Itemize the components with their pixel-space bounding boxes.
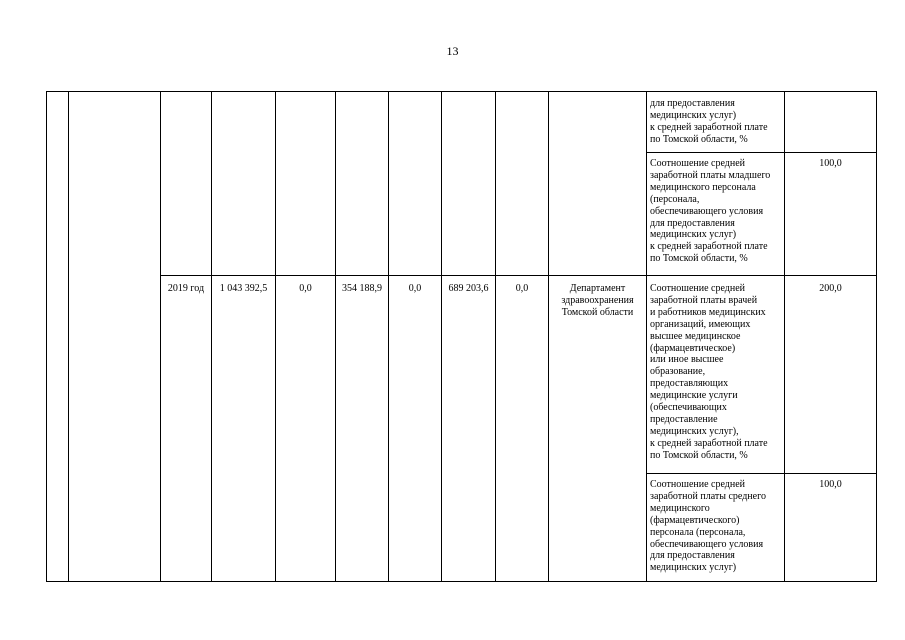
amount-cell: 0,0 [515, 283, 529, 294]
year-cell: 2019 год [167, 283, 205, 294]
table-border [646, 152, 877, 153]
indicator-cell: для предоставления медицинских услуг) к средней заработной плате по Томской области, % [650, 98, 768, 145]
table-border [46, 91, 877, 92]
amount-cell: 354 188,9 [342, 283, 382, 294]
table-border [46, 91, 47, 582]
table-border [335, 91, 336, 582]
indicator-cell: Соотношение средней заработной платы врачей и работников медицинских организаций, имеющих высшее медицинское (фармацевтическое) или иное высшее образование, предоставляющих медицинские услуги (обеспечивающих предоставление медицинских услуг), к средней заработной плате по Томской области, % [650, 283, 768, 461]
department-cell: Департамент здравоохранения Томской области [561, 283, 634, 318]
table-border [160, 275, 877, 276]
table-border [495, 91, 496, 582]
value-cell: 200,0 [819, 283, 842, 294]
page-number: 13 [446, 44, 459, 58]
amount-cell: 0,0 [299, 283, 312, 294]
table-border [211, 91, 212, 582]
table-border [441, 91, 442, 582]
table-border [548, 91, 549, 582]
table-border [68, 91, 69, 582]
total-cell: 1 043 392,5 [219, 283, 268, 294]
table-border [646, 91, 647, 582]
table-border [646, 473, 877, 474]
indicator-cell: Соотношение средней заработной платы младшего медицинского персонала (персонала, обеспечивающего условия для предоставления медицинских услуг) к средней заработной плате по Томской области, % [650, 158, 771, 265]
amount-cell: 689 203,6 [448, 283, 489, 294]
table-border [388, 91, 389, 582]
indicator-cell: Соотношение средней заработной платы среднего медицинского (фармацевтического) персонала (персонала, обеспечивающего условия для предоставления медицинских услуг) [650, 479, 766, 574]
amount-cell: 0,0 [408, 283, 422, 294]
table-border [160, 91, 161, 582]
table-border [46, 581, 877, 582]
value-cell: 100,0 [819, 479, 842, 490]
table-border [275, 91, 276, 582]
table-border [876, 91, 877, 582]
value-cell: 100,0 [819, 158, 842, 169]
